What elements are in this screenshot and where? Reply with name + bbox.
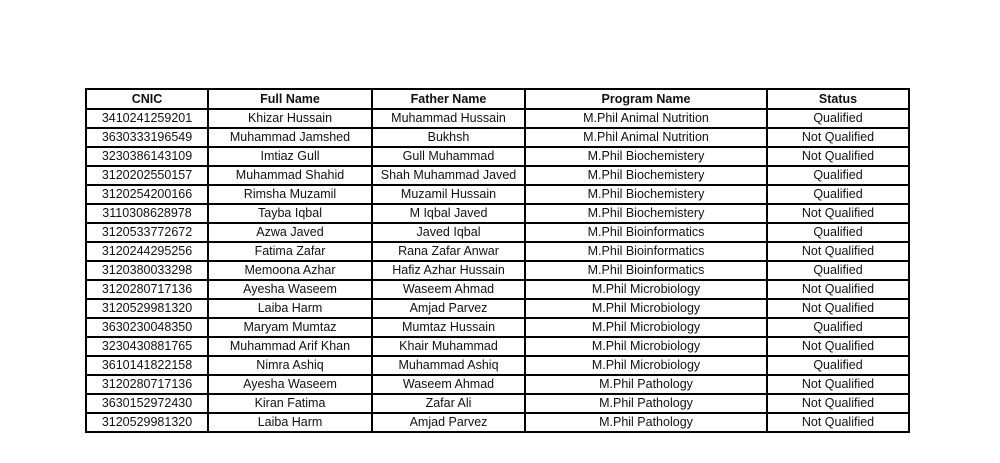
cell-status: Not Qualified <box>767 280 909 299</box>
cell-status: Qualified <box>767 261 909 280</box>
cell-program-name: M.Phil Pathology <box>525 375 767 394</box>
cell-father-name: Rana Zafar Anwar <box>372 242 525 261</box>
table-row <box>86 185 909 204</box>
cell-status: Not Qualified <box>767 128 909 147</box>
table-row <box>86 166 909 185</box>
cell-cnic: 3120280717136 <box>86 375 208 394</box>
table-row <box>86 109 909 128</box>
cell-full-name: Muhammad Shahid <box>208 166 372 185</box>
cell-program-name: M.Phil Microbiology <box>525 318 767 337</box>
cell-cnic: 3410241259201 <box>86 109 208 128</box>
cell-program-name: M.Phil Biochemistery <box>525 166 767 185</box>
cell-cnic: 3610141822158 <box>86 356 208 375</box>
cell-father-name: Hafiz Azhar Hussain <box>372 261 525 280</box>
cell-status: Not Qualified <box>767 299 909 318</box>
cell-status: Qualified <box>767 356 909 375</box>
cell-cnic: 3120244295256 <box>86 242 208 261</box>
cell-cnic: 3110308628978 <box>86 204 208 223</box>
cell-full-name: Tayba Iqbal <box>208 204 372 223</box>
cell-cnic: 3120529981320 <box>86 299 208 318</box>
table-row <box>86 299 909 318</box>
cell-full-name: Laiba Harm <box>208 299 372 318</box>
cell-status: Qualified <box>767 185 909 204</box>
header-program-name: Program Name <box>525 89 767 109</box>
table-row <box>86 128 909 147</box>
cell-cnic: 3630230048350 <box>86 318 208 337</box>
table-row <box>86 413 909 432</box>
header-status: Status <box>767 89 909 109</box>
table-header-row <box>86 89 909 109</box>
cell-father-name: Gull Muhammad <box>372 147 525 166</box>
cell-cnic: 3630152972430 <box>86 394 208 413</box>
cell-father-name: Shah Muhammad Javed <box>372 166 525 185</box>
cell-full-name: Fatima Zafar <box>208 242 372 261</box>
table-row <box>86 337 909 356</box>
cell-cnic: 3630333196549 <box>86 128 208 147</box>
cell-full-name: Ayesha Waseem <box>208 375 372 394</box>
cell-father-name: Amjad Parvez <box>372 413 525 432</box>
table-row <box>86 280 909 299</box>
cell-program-name: M.Phil Biochemistery <box>525 204 767 223</box>
table-row <box>86 394 909 413</box>
cell-full-name: Rimsha Muzamil <box>208 185 372 204</box>
cell-status: Not Qualified <box>767 204 909 223</box>
cell-father-name: Mumtaz Hussain <box>372 318 525 337</box>
cell-full-name: Nimra Ashiq <box>208 356 372 375</box>
cell-status: Qualified <box>767 223 909 242</box>
cell-father-name: M Iqbal Javed <box>372 204 525 223</box>
cell-father-name: Bukhsh <box>372 128 525 147</box>
cell-cnic: 3120202550157 <box>86 166 208 185</box>
cell-father-name: Javed Iqbal <box>372 223 525 242</box>
header-father-name: Father Name <box>372 89 525 109</box>
cell-cnic: 3120280717136 <box>86 280 208 299</box>
cell-program-name: M.Phil Bioinformatics <box>525 223 767 242</box>
cell-father-name: Zafar Ali <box>372 394 525 413</box>
header-cnic: CNIC <box>86 89 208 109</box>
cell-cnic: 3120533772672 <box>86 223 208 242</box>
cell-cnic: 3230386143109 <box>86 147 208 166</box>
cell-program-name: M.Phil Pathology <box>525 413 767 432</box>
cell-status: Not Qualified <box>767 242 909 261</box>
cell-status: Not Qualified <box>767 413 909 432</box>
cell-full-name: Muhammad Arif Khan <box>208 337 372 356</box>
cell-full-name: Muhammad Jamshed <box>208 128 372 147</box>
cell-program-name: M.Phil Bioinformatics <box>525 261 767 280</box>
header-full-name: Full Name <box>208 89 372 109</box>
cell-father-name: Waseem Ahmad <box>372 280 525 299</box>
cell-full-name: Khizar Hussain <box>208 109 372 128</box>
cell-cnic: 3120380033298 <box>86 261 208 280</box>
cell-program-name: M.Phil Biochemistery <box>525 147 767 166</box>
cell-full-name: Maryam Mumtaz <box>208 318 372 337</box>
cell-program-name: M.Phil Animal Nutrition <box>525 109 767 128</box>
cell-status: Qualified <box>767 166 909 185</box>
cell-program-name: M.Phil Microbiology <box>525 356 767 375</box>
cell-cnic: 3230430881765 <box>86 337 208 356</box>
cell-program-name: M.Phil Pathology <box>525 394 767 413</box>
table-row <box>86 223 909 242</box>
cell-full-name: Imtiaz Gull <box>208 147 372 166</box>
cell-full-name: Memoona Azhar <box>208 261 372 280</box>
cell-status: Not Qualified <box>767 375 909 394</box>
cell-status: Not Qualified <box>767 147 909 166</box>
cell-program-name: M.Phil Microbiology <box>525 280 767 299</box>
cell-status: Not Qualified <box>767 337 909 356</box>
cell-full-name: Laiba Harm <box>208 413 372 432</box>
cell-status: Not Qualified <box>767 394 909 413</box>
cell-program-name: M.Phil Microbiology <box>525 337 767 356</box>
cell-father-name: Muhammad Hussain <box>372 109 525 128</box>
cell-full-name: Azwa Javed <box>208 223 372 242</box>
table-row <box>86 204 909 223</box>
table-row <box>86 261 909 280</box>
table-row <box>86 242 909 261</box>
cell-full-name: Kiran Fatima <box>208 394 372 413</box>
cell-father-name: Muzamil Hussain <box>372 185 525 204</box>
cell-full-name: Ayesha Waseem <box>208 280 372 299</box>
cell-cnic: 3120254200166 <box>86 185 208 204</box>
cell-program-name: M.Phil Microbiology <box>525 299 767 318</box>
cell-father-name: Khair Muhammad <box>372 337 525 356</box>
cell-father-name: Waseem Ahmad <box>372 375 525 394</box>
cell-father-name: Amjad Parvez <box>372 299 525 318</box>
table-row <box>86 375 909 394</box>
cell-program-name: M.Phil Bioinformatics <box>525 242 767 261</box>
results-table <box>85 88 910 433</box>
table-row <box>86 318 909 337</box>
table-row <box>86 147 909 166</box>
cell-father-name: Muhammad Ashiq <box>372 356 525 375</box>
cell-status: Qualified <box>767 318 909 337</box>
cell-program-name: M.Phil Animal Nutrition <box>525 128 767 147</box>
cell-cnic: 3120529981320 <box>86 413 208 432</box>
cell-program-name: M.Phil Biochemistery <box>525 185 767 204</box>
cell-status: Qualified <box>767 109 909 128</box>
table-row <box>86 356 909 375</box>
